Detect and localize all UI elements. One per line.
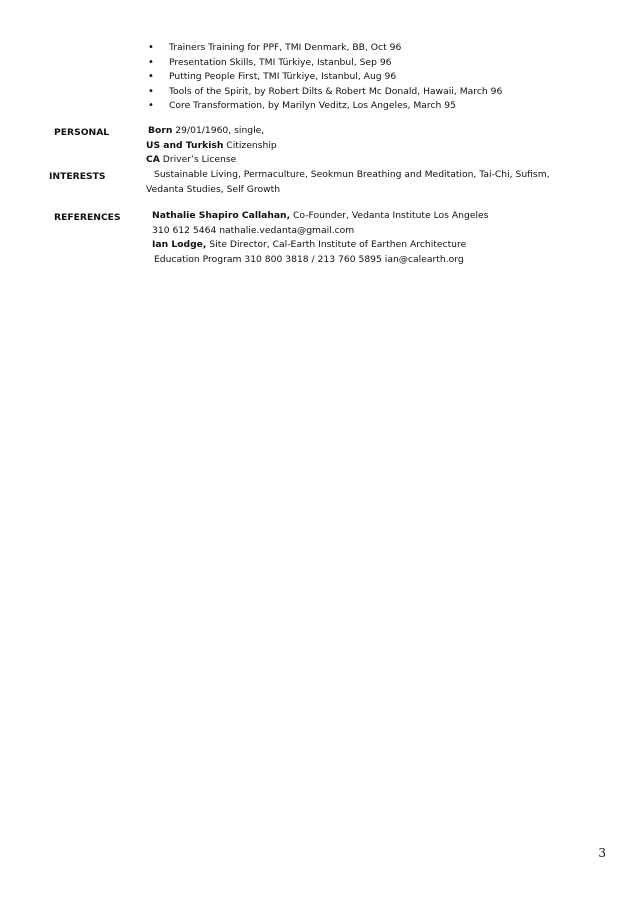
- list-item: • Presentation Skills, TMI Türkiye, Istanbul, Sep 96: [148, 56, 502, 71]
- list-item: • Putting People First, TMI Türkiye, Istanbul, Aug 96: [148, 70, 502, 85]
- personal-heading: PERSONAL: [54, 127, 110, 138]
- bullet-icon: •: [148, 100, 154, 111]
- references-heading: REFERENCES: [54, 212, 121, 223]
- ref2-contact: Education Program 310 800 3818 / 213 760 5895 ian@calearth.org: [154, 253, 464, 265]
- ref2-name: Ian Lodge,: [152, 239, 207, 251]
- personal-details: [146, 124, 277, 168]
- interests-line-1: Sustainable Living, Permaculture, Seokmun Breathing and Meditation, Tai-Chi, Sufism,: [154, 169, 550, 180]
- citizenship-bold: US and Turkish: [146, 139, 224, 151]
- bullet-icon: •: [148, 42, 154, 53]
- born-label: Born: [148, 125, 173, 136]
- bullet-icon: •: [148, 71, 154, 82]
- page-number: 3: [598, 846, 606, 860]
- list-item: • Trainers Training for PPF, TMI Denmark, BB, Oct 96: [148, 41, 502, 56]
- born-value: 29/01/1960, single,: [172, 125, 265, 136]
- bullet-icon: •: [148, 56, 154, 68]
- license-rest: Driver’s License: [159, 154, 237, 166]
- references-details: [152, 209, 488, 267]
- interests-heading: INTERESTS: [49, 171, 106, 182]
- ref1-role: Co-Founder, Vedanta Institute Los Angeles: [290, 210, 489, 221]
- training-list: [148, 41, 502, 114]
- interests-line-2: Vedanta Studies, Self Growth: [146, 183, 281, 195]
- license-bold: CA: [146, 154, 160, 166]
- list-item: • Core Transformation, by Marilyn Veditz, Los Angeles, March 95: [148, 99, 502, 114]
- list-item: • Tools of the Spirit, by Robert Dilts & Robert Mc Donald, Hawaii, March 96: [148, 85, 502, 100]
- citizenship-rest: Citizenship: [223, 139, 277, 151]
- ref2-role: Site Director, Cal-Earth Institute of Earthen Architecture: [206, 239, 467, 251]
- interests-details: [146, 168, 550, 197]
- ref1-name: Nathalie Shapiro Callahan,: [152, 210, 291, 221]
- ref1-contact: 310 612 5464 nathalie.vedanta@gmail.com: [152, 224, 355, 236]
- bullet-icon: •: [148, 85, 154, 97]
